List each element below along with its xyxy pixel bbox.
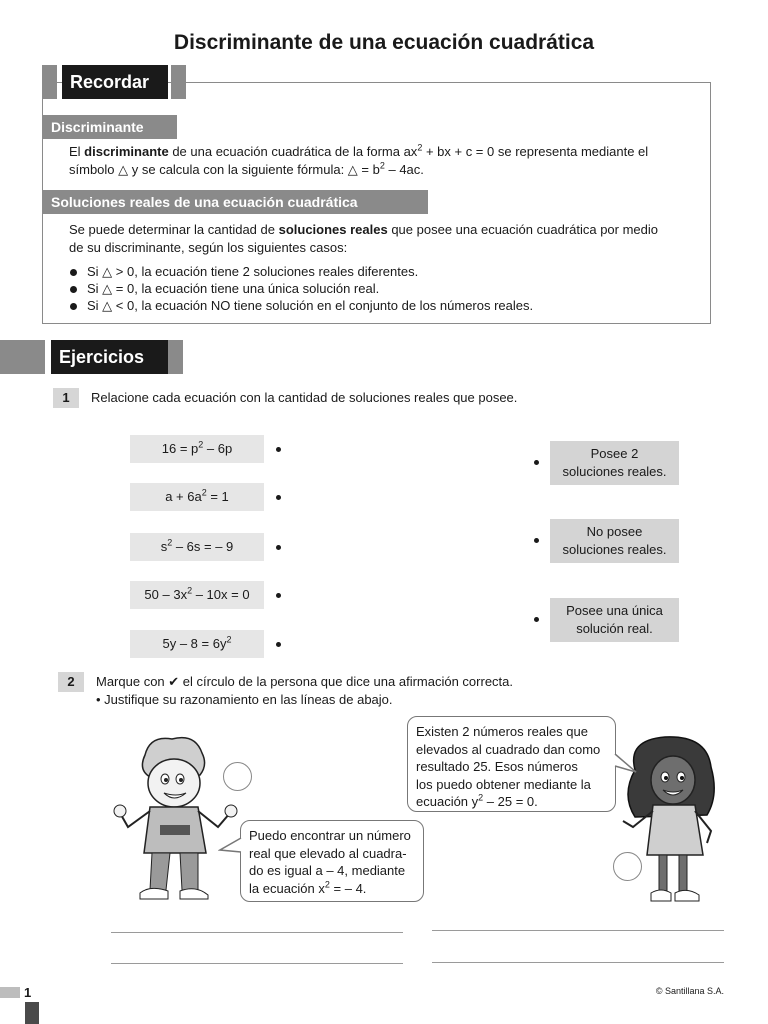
ejercicios-header-bar-left [0, 340, 45, 374]
discriminante-text-pre: El [69, 144, 85, 159]
exercise-2-subprompt: • Justifique su razonamiento en las líneas de abajo. [96, 692, 393, 707]
equation-3: $s^2 - 6s$ = – 9 [130, 533, 264, 561]
answer-two-solutions: Posee 2 soluciones reales. [550, 441, 679, 485]
equation-2-dot[interactable] [276, 495, 281, 500]
copyright: © Santillana S.A. [655, 986, 724, 996]
equation-4-dot[interactable] [276, 593, 281, 598]
equation-4: $50 - 3x^2 - 10x = 0$ [130, 581, 264, 609]
answer-1-dot[interactable] [534, 460, 539, 465]
equation-5: $5y - 8 = 6y^2$ [130, 630, 264, 658]
case-positive: Si △ > 0, la ecuación tiene 2 soluciones reales diferentes. [67, 263, 697, 280]
equation-5-dot[interactable] [276, 642, 281, 647]
recordar-header-bar-left [42, 65, 57, 99]
boy-illustration [110, 735, 240, 905]
soluciones-header: Soluciones reales de una ecuación cuadrática [43, 190, 428, 214]
exercise-1-prompt: Relacione cada ecuación con la cantidad de soluciones reales que posee. [91, 390, 518, 405]
soluciones-bold: soluciones reales [278, 222, 388, 237]
recordar-header: Recordar [62, 65, 168, 99]
equation-1: $16 = p^2 - 6p$ [130, 435, 264, 463]
discriminante-header: Discriminante [43, 115, 177, 139]
soluciones-cases-list [67, 263, 697, 314]
answer-line-left-1[interactable] [111, 932, 403, 933]
soluciones-text: Se puede determinar la cantidad de soluciones reales que posee una ecuación cuadrática por medio de su discriminante, según los siguientes casos: [69, 222, 659, 255]
answer-no-solutions: No posee soluciones reales. [550, 519, 679, 563]
recordar-header-bar-right [171, 65, 186, 99]
answer-3-dot[interactable] [534, 617, 539, 622]
girl-check-circle[interactable] [613, 852, 642, 881]
exercise-2-prompt: Marque con ✔ el círculo de la persona que dice una afirmación correcta. • Justifique su razonamiento en las líneas de abajo. [96, 673, 696, 709]
exercise-1-number: 1 [53, 388, 79, 408]
answer-line-right-2[interactable] [432, 962, 724, 963]
case-zero: Si △ = 0, la ecuación tiene una única solución real. [67, 280, 697, 297]
page-number: 1 [24, 985, 32, 1000]
speech-bubble-boy-tail [218, 836, 242, 860]
ejercicios-header-bar-right [168, 340, 183, 374]
exercise-2-number: 2 [58, 672, 84, 692]
page-title: Discriminante de una ecuación cuadrática [173, 31, 595, 54]
boy-check-circle[interactable] [223, 762, 252, 791]
speech-bubble-boy: Puedo encontrar un número real que elevado al cuadra- do es igual a – 4, mediante la ecuación $x^2$ = – 4. [240, 820, 424, 902]
ejercicios-header: Ejercicios [51, 340, 177, 374]
speech-bubble-girl-tail [614, 752, 638, 776]
speech-bubble-girl: Existen 2 números reales que elevados al cuadrado dan como resultado 25. Esos números los puedo obtener mediante la ecuación $y^2 - 25 = 0$. [407, 716, 616, 812]
equation-1-dot[interactable] [276, 447, 281, 452]
footer-bar-gray [0, 987, 20, 998]
equation-3-dot[interactable] [276, 545, 281, 550]
answer-2-dot[interactable] [534, 538, 539, 543]
footer-bar-dark [25, 1002, 39, 1024]
equation-2: $a + 6a^2 = 1$ [130, 483, 264, 511]
answer-line-left-2[interactable] [111, 963, 403, 964]
case-negative: Si △ < 0, la ecuación NO tiene solución en el conjunto de los números reales. [67, 297, 697, 314]
discriminante-text: El discriminante de una ecuación cuadrática de la forma $ax^2$ + bx + c = 0 se representa mediante el símbolo △ y se calcula con la siguiente fórmula: △ = $b^2 - 4ac$. [69, 142, 649, 177]
answer-line-right-1[interactable] [432, 930, 724, 931]
answer-one-solution: Posee una única solución real. [550, 598, 679, 642]
discriminante-bold: discriminante [84, 144, 169, 159]
